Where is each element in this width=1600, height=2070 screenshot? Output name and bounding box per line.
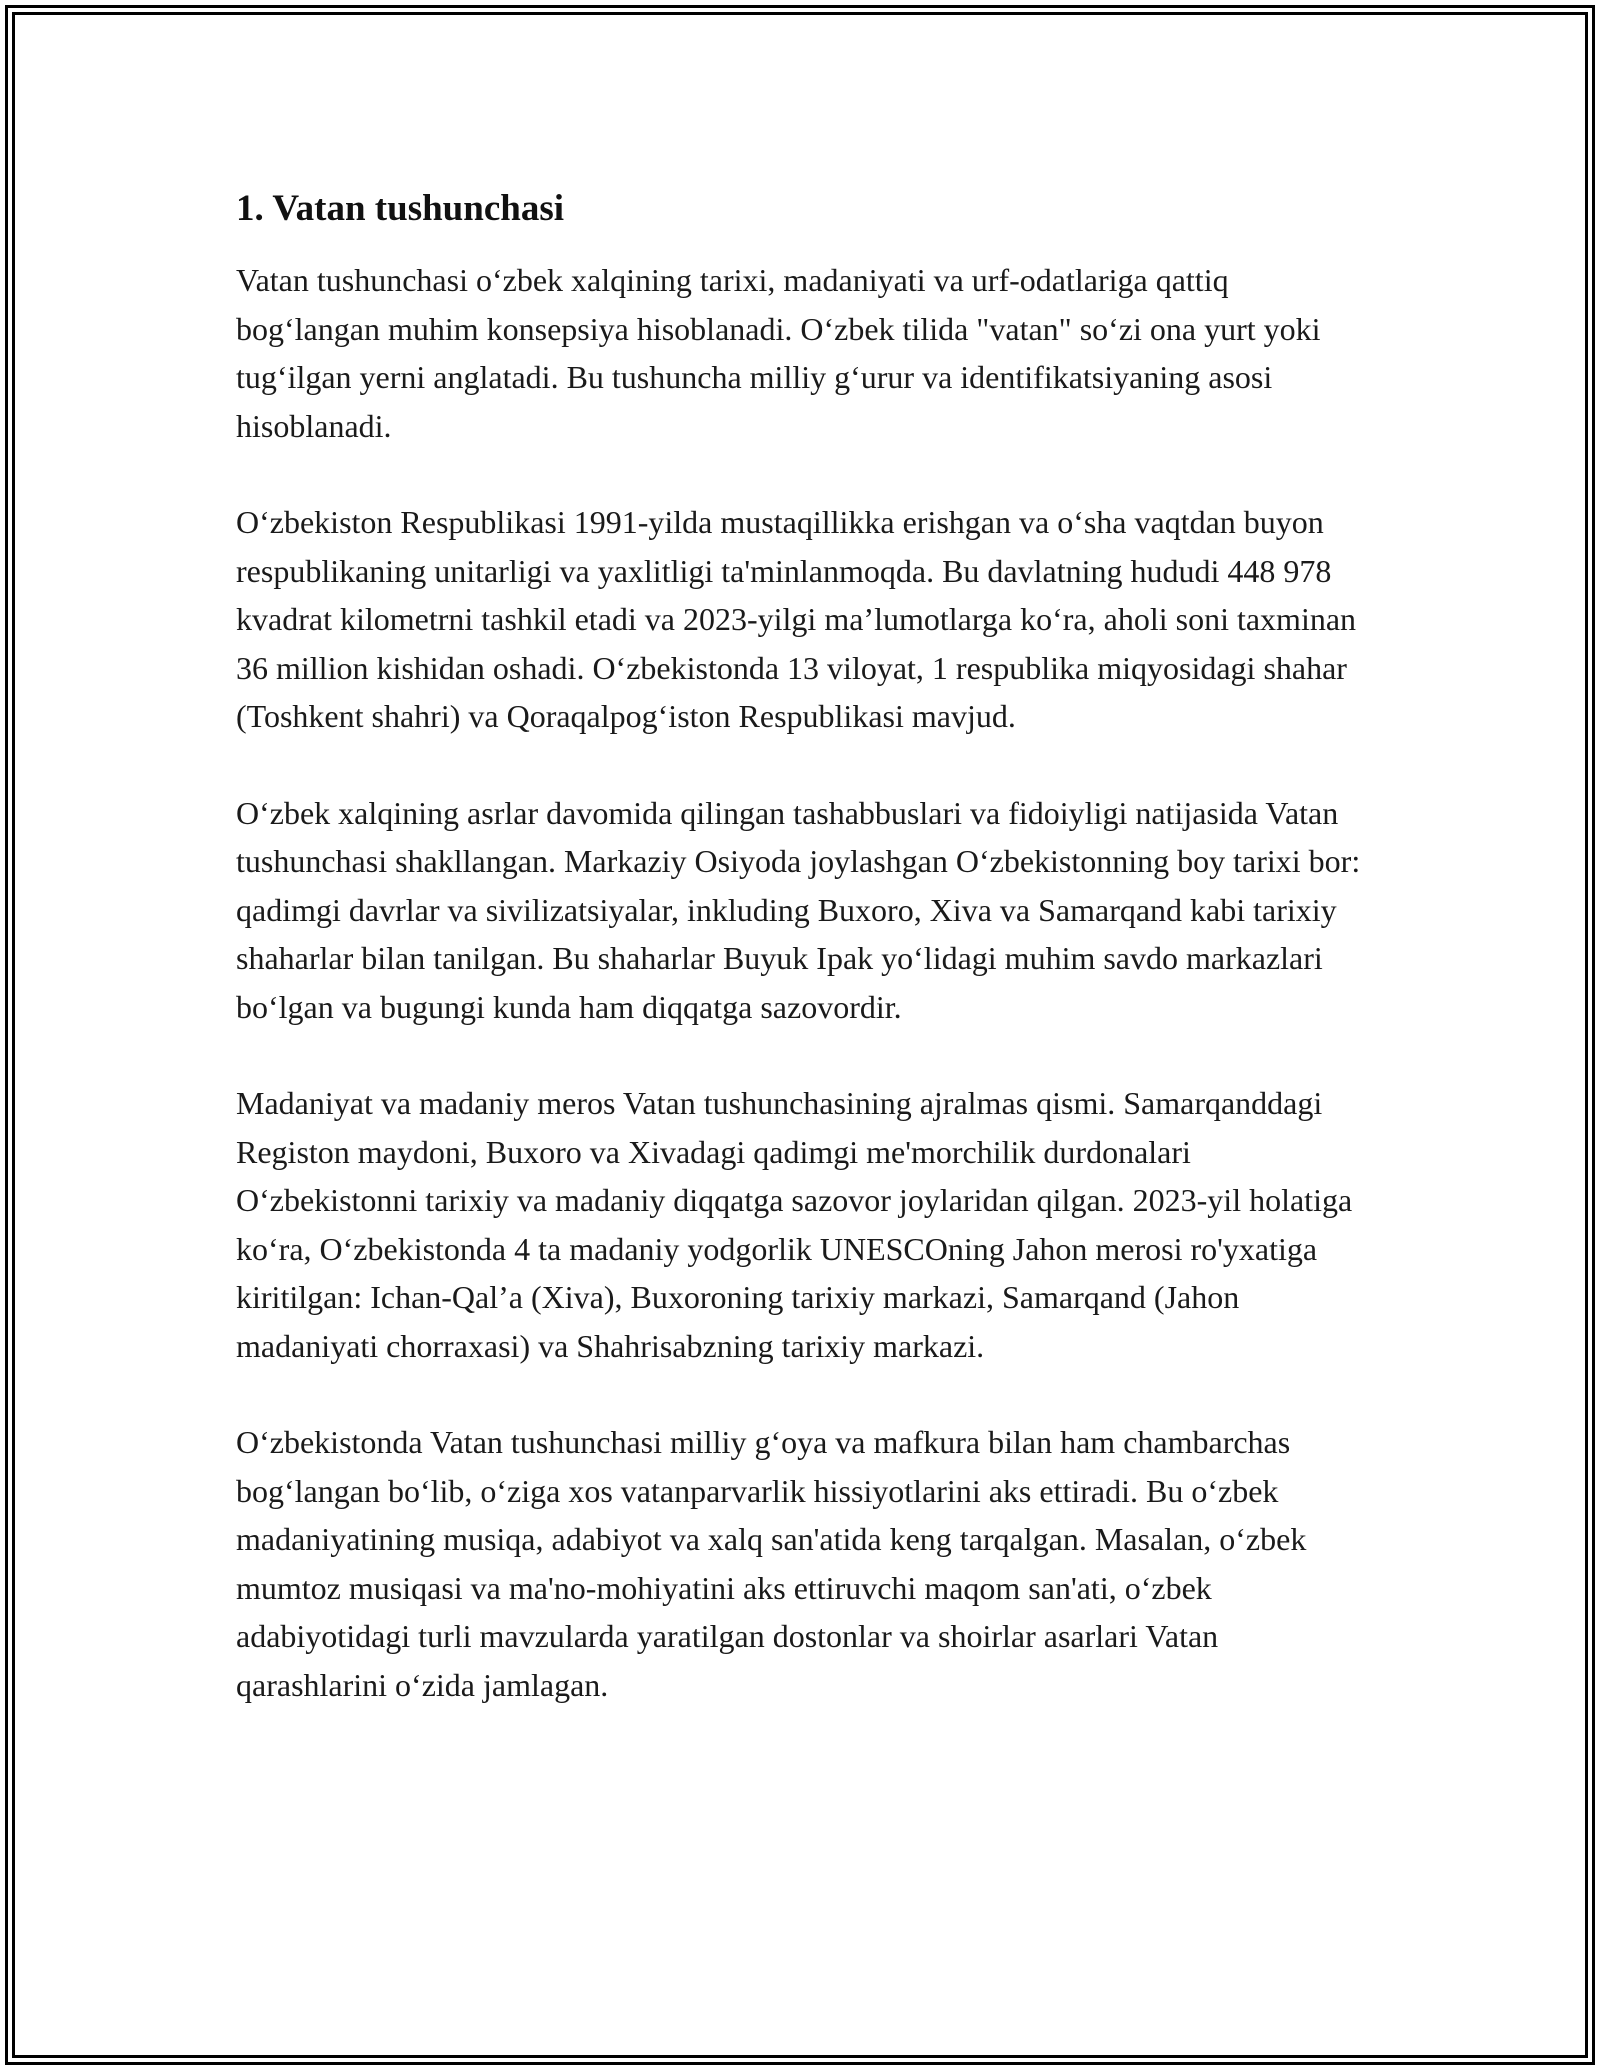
document-body <box>236 186 1376 1709</box>
paragraph-1: Vatan tushunchasi oʻzbek xalqining tarixi, madaniyati va urf-odatlariga qattiq bogʻlangan muhim konsepsiya hisoblanadi. Oʻzbek tilida "vatan" soʻzi ona yurt yoki tugʻilgan yerni anglatadi. Bu tushuncha milliy gʻurur va identifikatsiyaning asosi hisoblanadi. <box>236 262 1321 444</box>
paragraph-5: Oʻzbekistonda Vatan tushunchasi milliy gʻoya va mafkura bilan ham chambarchas bogʻlangan boʻlib, oʻziga xos vatanparvarlik hissiyotlarini aks ettiradi. Bu oʻzbek madaniyatining musiqa, adabiyot va xalq san'atida keng tarqalgan. Masalan, oʻzbek mumtoz musiqasi va ma'no-mohiyatini aks ettiruvchi maqom san'ati, oʻzbek adabiyotidagi turli mavzularda yaratilgan dostonlar va shoirlar asarlari Vatan qarashlarini oʻzida jamlagan. <box>236 1424 1307 1703</box>
paragraph-2: Oʻzbekiston Respublikasi 1991-yilda mustaqillikka erishgan va oʻsha vaqtdan buyon respublikaning unitarligi va yaxlitligi ta'minlanmoqda. Bu davlatning hududi 448 978 kvadrat kilometrni tashkil etadi va 2023-yilgi ma’lumotlarga koʻra, aholi soni taxminan 36 million kishidan oshadi. Oʻzbekistonda 13 viloyat, 1 respublika miqyosidagi shahar (Toshkent shahri) va Qoraqalpogʻiston Respublikasi mavjud. <box>236 504 1357 734</box>
section-heading: 1. Vatan tushunchasi <box>236 188 565 229</box>
paragraph-4: Madaniyat va madaniy meros Vatan tushunchasining ajralmas qismi. Samarqanddagi Registon maydoni, Buxoro va Xivadagi qadimgi me'morchilik durdonalari Oʻzbekistonni tarixiy va madaniy diqqatga sazovor joylaridan qilgan. 2023-yil holatiga koʻra, Oʻzbekistonda 4 ta madaniy yodgorlik UNESCOning Jahon merosi ro'yxatiga kiritilgan: Ichan-Qal’a (Xiva), Buxoroning tarixiy markazi, Samarqand (Jahon madaniyati chorraxasi) va Shahrisabzning tarixiy markazi. <box>236 1085 1353 1364</box>
paragraph-3: Oʻzbek xalqining asrlar davomida qilingan tashabbuslari va fidoiyligi natijasida Vatan tushunchasi shakllangan. Markaziy Osiyoda joylashgan Oʻzbekistonning boy tarixi bor: qadimgi davrlar va sivilizatsiyalar, inkluding Buxoro, Xiva va Samarqand kabi tarixiy shaharlar bilan tanilgan. Bu shaharlar Buyuk Ipak yoʻlidagi muhim savdo markazlari boʻlgan va bugungi kunda ham diqqatga sazovordir. <box>236 794 1361 1025</box>
